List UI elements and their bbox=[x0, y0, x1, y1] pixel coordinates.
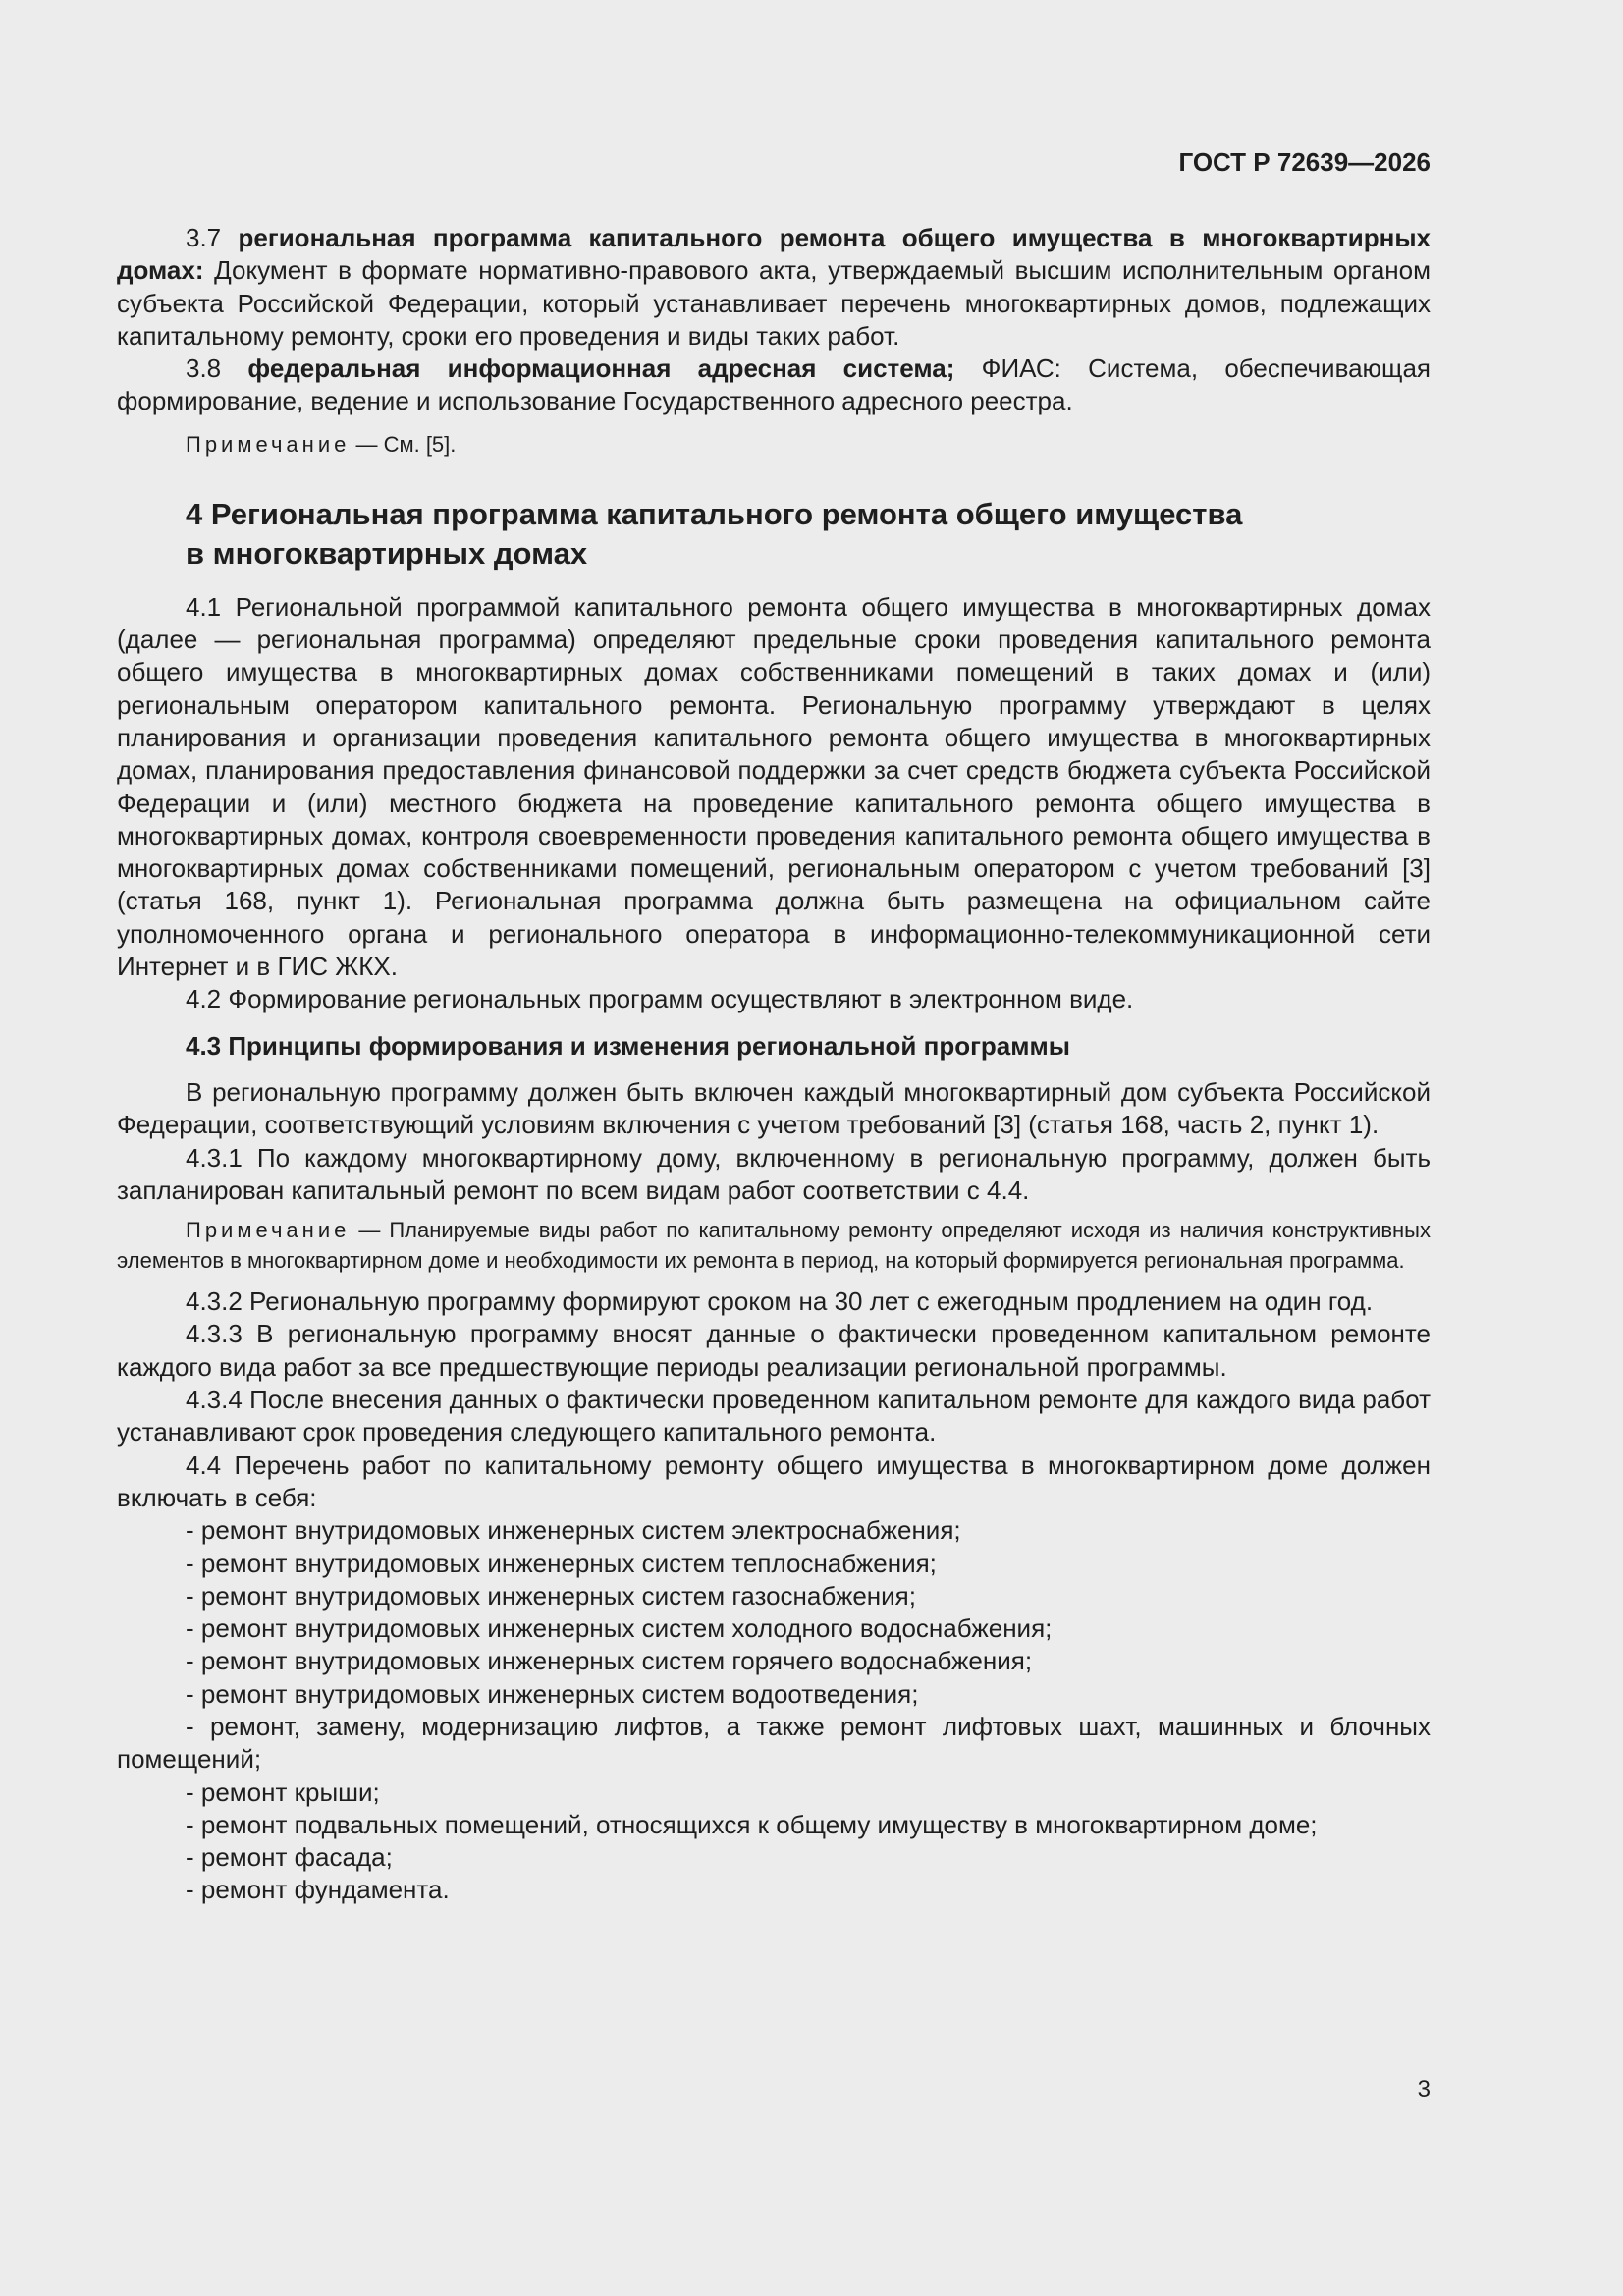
note-1 bbox=[117, 430, 1431, 460]
page-number: 3 bbox=[1417, 2076, 1431, 2103]
subsection-4-3-heading: 4.3 Принципы формирования и изменения региональной программы bbox=[186, 1030, 1070, 1061]
note-text: — Планируемые виды работ по капитальному ремонту определяют исходя из наличия конструктивных элементов в многоквартирном доме и необходимости их ремонта в период, на который формируется региональная программа. bbox=[117, 1218, 1431, 1274]
clause-number: 3.7 bbox=[186, 223, 222, 252]
heading-line: 4 Региональная программа капитального ремонта общего имущества bbox=[186, 496, 1243, 531]
list-item: - ремонт фасада; bbox=[186, 1842, 393, 1873]
clause-4-3-4: 4.3.4 После внесения данных о фактически проведенном капитальном ремонте для каждого вида работ устанавливают срок проведения следующего капитального ремонта. bbox=[117, 1385, 1431, 1448]
clause-4-3-1: 4.3.1 По каждому многоквартирному дому, включенному в региональную программу, должен быть запланирован капитальный ремонт по всем видам работ соответствии с 4.4. bbox=[117, 1142, 1431, 1205]
term-bold: федеральная информационная адресная система; bbox=[247, 354, 955, 384]
list-item: - ремонт подвальных помещений, относящихся к общему имуществу в многоквартирном доме; bbox=[186, 1809, 1318, 1839]
clause-4-3-3: 4.3.3 В региональную программу вносят данные о фактически проведенном капитальном ремонте каждого вида работ за все предшествующие периоды реализации региональной программы. bbox=[117, 1319, 1431, 1382]
list-item: - ремонт крыши; bbox=[186, 1777, 380, 1807]
clause-4-2: 4.2 Формирование региональных программ осуществляют в электронном виде. bbox=[186, 984, 1134, 1014]
clause-3-8 bbox=[117, 353, 1431, 418]
clause-3-7 bbox=[117, 222, 1431, 353]
document-header: ГОСТ Р 72639—2026 bbox=[1178, 147, 1431, 177]
note-2 bbox=[117, 1215, 1431, 1276]
clause-number: 3.8 bbox=[186, 354, 222, 384]
list-item: - ремонт внутридомовых инженерных систем газоснабжения; bbox=[186, 1580, 916, 1611]
work-list bbox=[117, 1514, 1431, 1907]
clause-4-3-2: 4.3.2 Региональную программу формируют сроком на 30 лет с ежегодным продлением на один год. bbox=[186, 1286, 1374, 1317]
definition-text: ФИАС: Система, обеспечивающая формирование, ведение и использование Государственного адресного реестра. bbox=[117, 354, 1431, 416]
page-body bbox=[117, 222, 1431, 1907]
list-item: - ремонт фундамента. bbox=[186, 1875, 450, 1905]
heading-line: в многоквартирных домах bbox=[186, 535, 588, 571]
list-item: - ремонт внутридомовых инженерных систем теплоснабжения; bbox=[186, 1548, 937, 1578]
note-text: — См. [5]. bbox=[355, 431, 457, 457]
definition-text: Документ в формате нормативно-правового акта, утверждаемый высшим исполнительным органом субъекта Российской Федерации, который устанавливает перечень многоквартирных домов, подлежащих капитальному ремонту, сроки его проведения и виды таких работ. bbox=[117, 255, 1431, 351]
term-bold: региональная программа капитального ремонта общего имущества в многоквартирных домах: bbox=[117, 223, 1431, 286]
note-label: Примечание bbox=[186, 431, 351, 457]
clause-4-4: 4.4 Перечень работ по капитальному ремонту общего имущества в многоквартирном доме должен включать в себя: bbox=[117, 1449, 1431, 1512]
clause-4-3-intro: В региональную программу должен быть включен каждый многоквартирный дом субъекта Российской Федерации, соответствующий условиям включения с учетом требований [3] (статья 168, часть 2, пункт 1). bbox=[117, 1076, 1431, 1140]
list-item: - ремонт внутридомовых инженерных систем горячего водоснабжения; bbox=[186, 1646, 1033, 1676]
clause-4-1: 4.1 Региональной программой капитального ремонта общего имущества в многоквартирных домах (далее — региональная программа) определяют предельные сроки проведения капитального ремонта общего имущества в многоквартирных домах собственниками помещений в таких домах и (или) региональным оператором капитального ремонта. Региональную программу утверждают в целях планирования и организации проведения капитального ремонта общего имущества в многоквартирных домах, планирования предоставления финансовой поддержки за счет средств бюджета субъекта Российской Федерации и (или) местного бюджета на проведение капитального ремонта общего имущества в многоквартирных домах, контроля своевременности проведения капитального ремонта общего имущества в многоквартирных домах собственниками помещений, региональным оператором с учетом требований [3] (статья 168, пункт 1). Региональная программа должна быть размещена на официальном сайте уполномоченного органа и регионального оператора в информационно-телекоммуникационной сети Интернет и в ГИС ЖКХ. bbox=[117, 591, 1431, 982]
section-4-heading bbox=[186, 495, 1431, 574]
list-item: - ремонт, замену, модернизацию лифтов, а также ремонт лифтовых шахт, машинных и блочных помещений; bbox=[117, 1711, 1431, 1775]
list-item: - ремонт внутридомовых инженерных систем водоотведения; bbox=[186, 1678, 919, 1709]
list-item: - ремонт внутридомовых инженерных систем электроснабжения; bbox=[186, 1515, 961, 1546]
note-label: Примечание bbox=[186, 1218, 351, 1243]
list-item: - ремонт внутридомовых инженерных систем холодного водоснабжения; bbox=[186, 1613, 1053, 1644]
